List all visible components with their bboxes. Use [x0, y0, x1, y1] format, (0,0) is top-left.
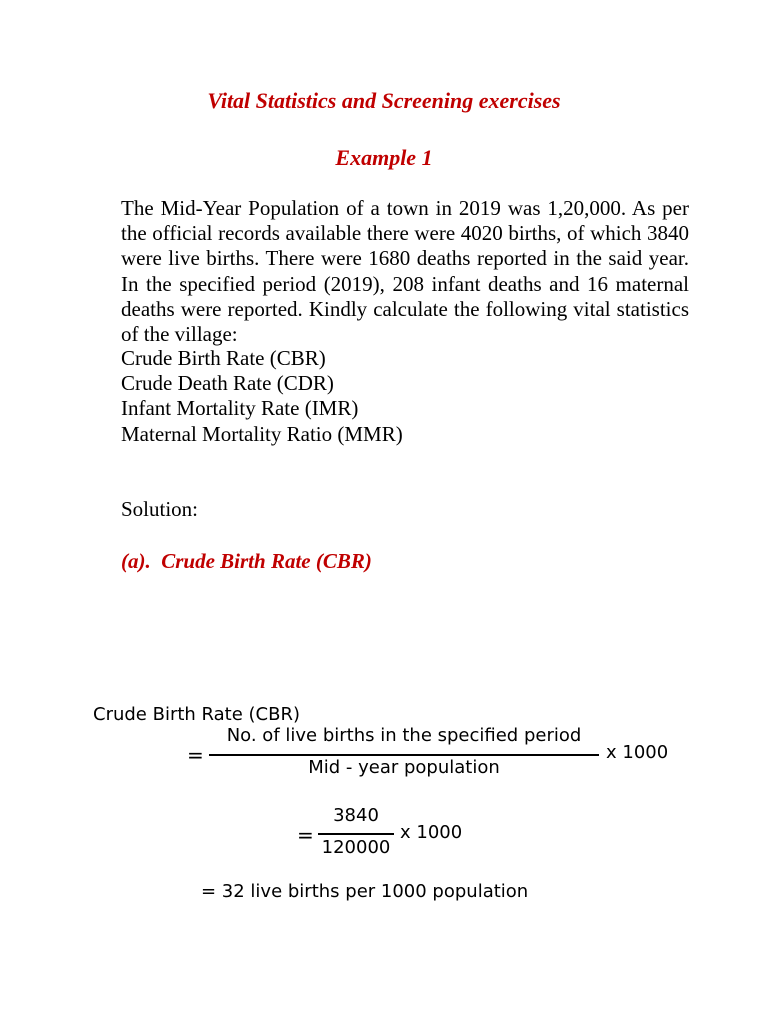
formula-equals: =: [187, 743, 204, 767]
formula-lhs: Crude Birth Rate (CBR): [93, 704, 300, 725]
substitution-multiplier: x 1000: [400, 822, 463, 843]
substitution-numerator: 3840: [333, 805, 379, 826]
list-item: Infant Mortality Rate (IMR): [121, 396, 359, 421]
formula-numerator: No. of live births in the specified period: [226, 725, 582, 746]
substitution-denominator: 120000: [321, 837, 391, 858]
list-item: Crude Death Rate (CDR): [121, 371, 334, 396]
fraction-bar: [209, 754, 599, 756]
formula-denominator: Mid - year population: [308, 757, 500, 778]
solution-label: Solution:: [121, 497, 199, 521]
section-heading-cbr: (a). Crude Birth Rate (CBR): [121, 549, 372, 573]
cbr-result: = 32 live births per 1000 population: [201, 881, 529, 902]
document-title: Vital Statistics and Screening exercises: [207, 88, 561, 113]
formula-multiplier: x 1000: [606, 742, 669, 763]
list-item: Maternal Mortality Ratio (MMR): [121, 421, 403, 446]
vital-statistics-list: [121, 346, 403, 447]
problem-paragraph: The Mid-Year Population of a town in 2019 was 1,20,000. As per the official records available there were 4020 births, of which 3840 were live births. There were 1680 deaths reported in the said year. In the specified period (2019), 208 infant deaths and 16 maternal deaths were reported. Kindly calculate the following vital statistics of the village:: [121, 196, 689, 347]
substitution-equals: =: [297, 823, 314, 847]
fraction-bar: [318, 833, 394, 835]
list-item: Crude Birth Rate (CBR): [121, 346, 326, 370]
example-heading: Example 1: [335, 145, 433, 170]
